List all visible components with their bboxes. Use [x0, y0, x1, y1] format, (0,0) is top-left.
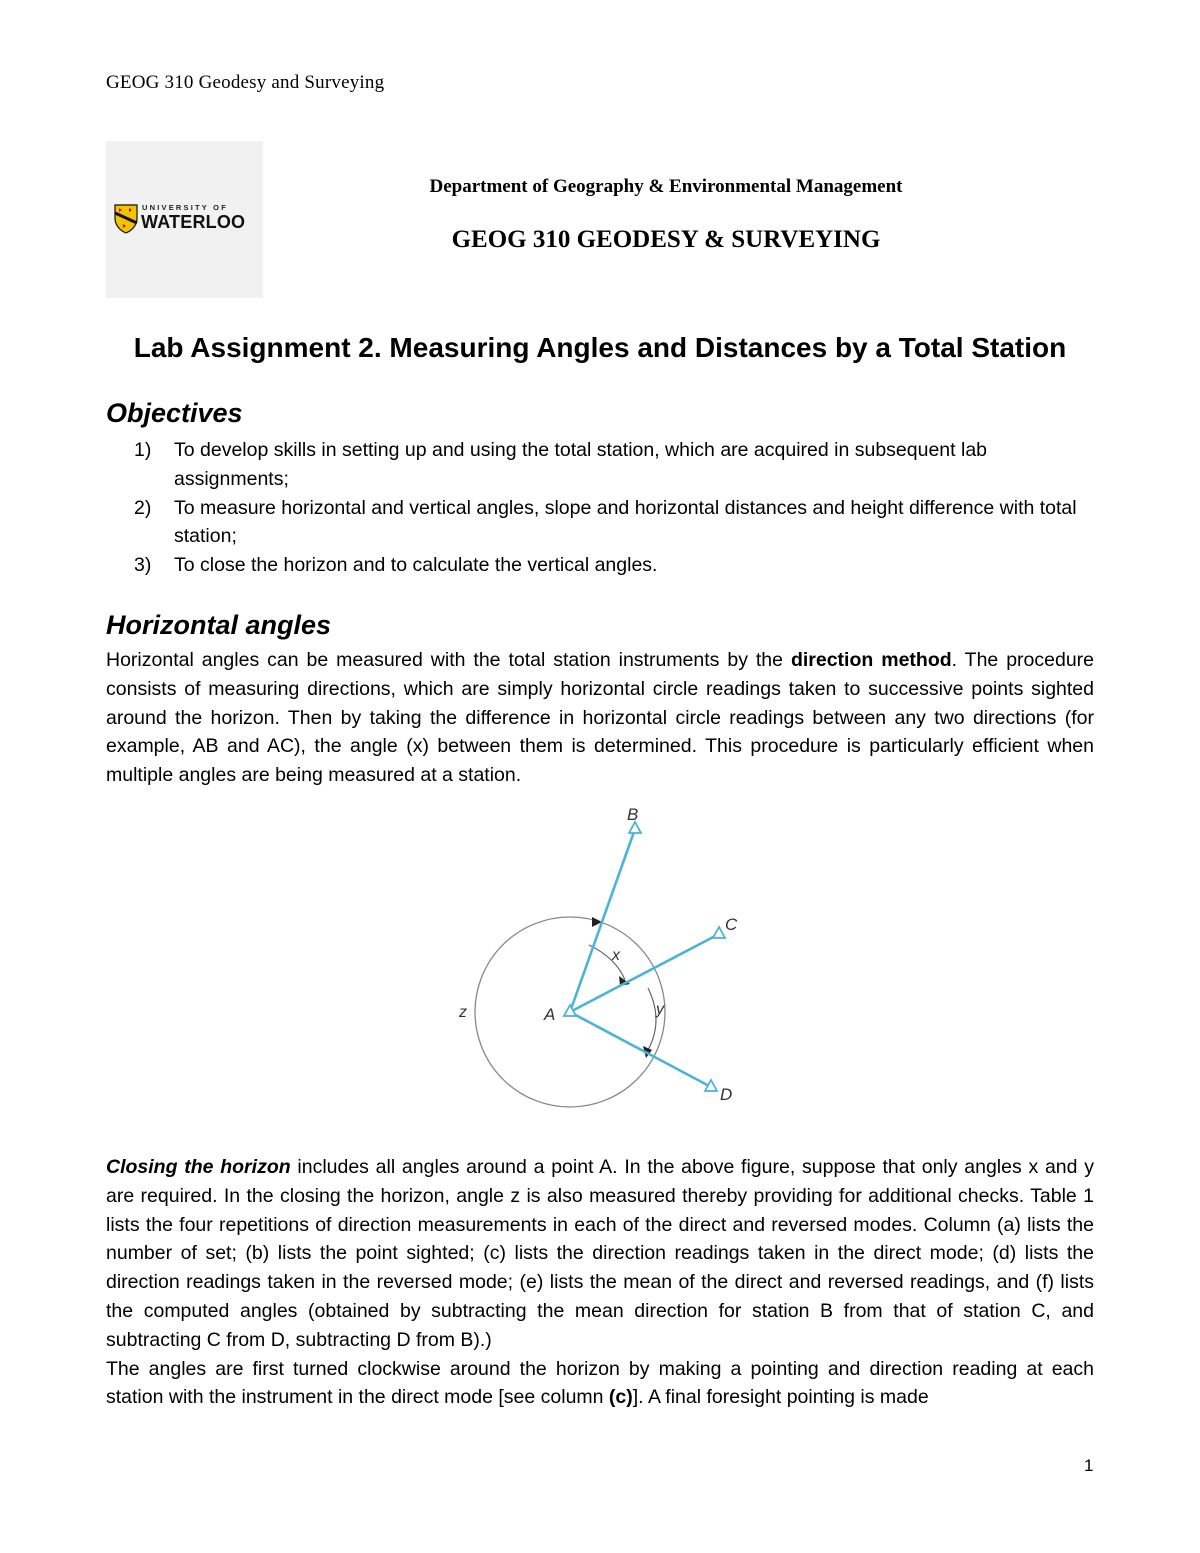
horizontal-angles-heading: Horizontal angles	[106, 610, 332, 640]
paragraph-bold-term: Closing the horizon	[106, 1156, 291, 1178]
angle-y-arc	[648, 988, 656, 1050]
list-item	[106, 494, 1094, 552]
paragraph-bold-term: direction method	[790, 649, 952, 671]
label-b: B	[627, 805, 639, 824]
list-text: To measure horizontal and vertical angles, slope and horizontal distances and height difference with total station;	[174, 496, 1077, 548]
course-title: GEOG 310 GEODESY & SURVEYING	[451, 226, 881, 253]
list-number: 1)	[134, 439, 152, 461]
direction-method-figure	[440, 800, 770, 1110]
running-header: GEOG 310 Geodesy and Surveying	[106, 72, 385, 93]
paragraph-text: includes all angles around a point A. In the above figure, suppose that only angles x and y are required. In the closing the horizon, angle z is also measured thereby providing for additional checks. Table 1 lists the four repetitions of direction measurements in each of the direct and reversed modes. Column (a) lists the number of set; (b) lists the point sighted; (c) lists the direction readings taken in the direct mode; (d) lists the direction readings taken in the reversed mode; (e) lists the mean of the direct and reversed readings, and (f) lists the computed angles (obtained by subtracting the mean direction for station B from that of station C, and subtracting C from D, subtracting D from B).)	[106, 1156, 1094, 1351]
list-item	[106, 436, 1094, 494]
label-y: y	[656, 1001, 664, 1018]
list-text: To close the horizon and to calculate the vertical angles.	[174, 554, 658, 577]
horizontal-angles-paragraph	[106, 646, 1094, 790]
logo-university-of: UNIVERSITY OF	[142, 203, 228, 212]
paragraph-text: Horizontal angles can be measured with the total station instruments by the	[106, 649, 791, 671]
list-number: 2)	[134, 496, 152, 519]
document-title: Lab Assignment 2. Measuring Angles and Distances by a Total Station	[133, 332, 1067, 363]
label-a: A	[544, 1005, 556, 1024]
paragraph-bold-term: (c)	[608, 1386, 633, 1409]
page-number: 1	[1084, 1456, 1094, 1475]
paragraph-text: The angles are first turned clockwise around the horizon by making a pointing and direction reading at each station with the instrument in the direct mode [see column	[106, 1357, 1094, 1409]
label-x: x	[612, 947, 620, 964]
university-logo	[106, 141, 263, 298]
logo-waterloo: WATERLOO	[141, 212, 246, 232]
label-c: C	[725, 915, 738, 934]
list-number: 3)	[134, 554, 152, 577]
list-item	[106, 551, 1094, 580]
list-text: To develop skills in setting up and using the total station, which are acquired in subsequent lab assignments;	[174, 439, 988, 490]
label-d: D	[720, 1085, 733, 1104]
objectives-heading: Objectives	[106, 398, 243, 428]
paragraph-text: ]. A final foresight pointing is made	[632, 1386, 929, 1409]
paragraph-text: . The procedure consists of measuring directions, which are simply horizontal circle readings taken to successive points sighted around the horizon. Then by taking the difference in horizontal circle readings between any two directions (for example, AB and AC), the angle (x) between them is determined. This procedure is particularly efficient when multiple angles are being measured at a station.	[106, 649, 1095, 787]
objectives-list	[106, 436, 1094, 580]
department-name: Department of Geography & Environmental Management	[429, 176, 903, 197]
label-z: z	[459, 1004, 467, 1021]
closing-horizon-paragraph	[106, 1153, 1094, 1412]
station-c-icon	[713, 927, 725, 938]
